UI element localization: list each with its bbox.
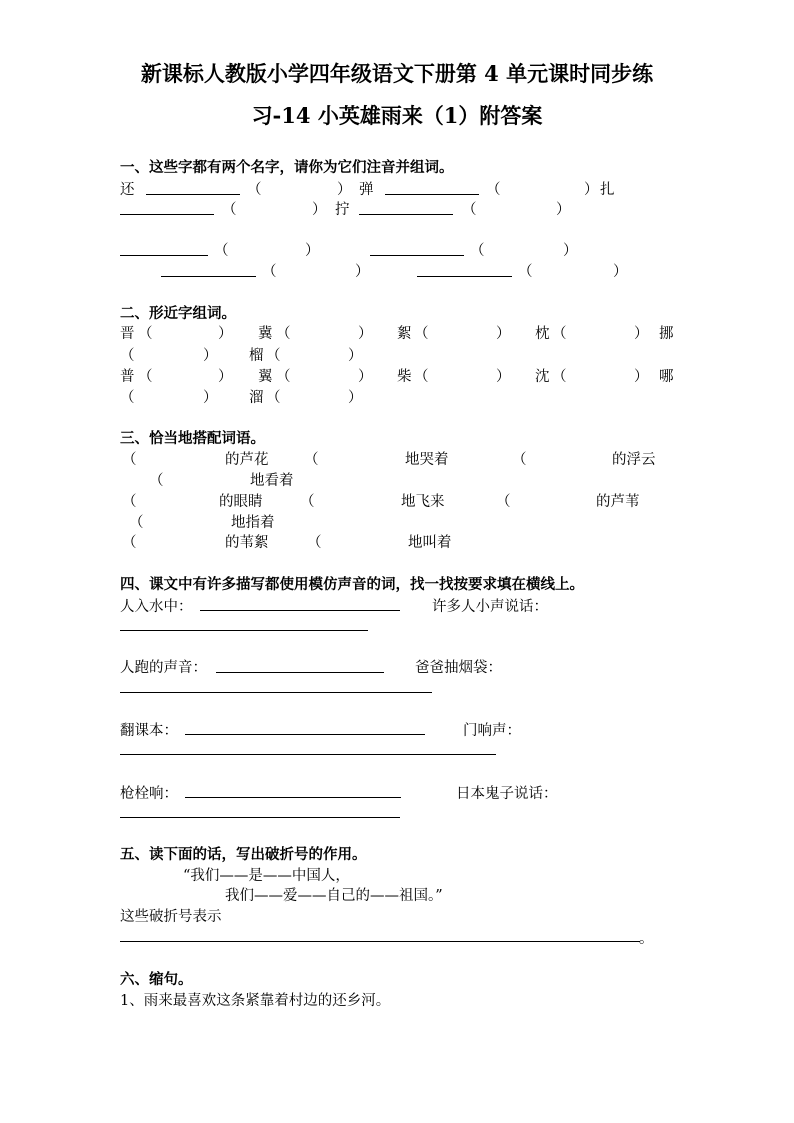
paren-open: （ bbox=[414, 326, 429, 342]
match-item: 的苇絮 bbox=[225, 535, 269, 551]
answer-line[interactable] bbox=[216, 672, 384, 673]
paren-close: ） bbox=[613, 264, 628, 280]
paren-close: ） bbox=[563, 243, 578, 259]
paren-open: （ bbox=[149, 473, 164, 489]
dash-prompt: 这些破折号表示 bbox=[120, 909, 222, 925]
match-item: 的芦花 bbox=[225, 452, 269, 468]
char-ji: 冀 bbox=[258, 326, 273, 342]
paren-open: （ bbox=[222, 202, 237, 218]
section2-heading: 二、形近字组词。 bbox=[120, 305, 236, 322]
paren-open: （ bbox=[129, 515, 144, 531]
section1-heading: 一、这些字都有两个名字，请你为它们注音并组词。 bbox=[120, 159, 454, 176]
paren-open: （ bbox=[266, 390, 281, 406]
answer-line[interactable] bbox=[120, 692, 432, 693]
paren-open: （ bbox=[276, 369, 291, 385]
char-ning: 拧 bbox=[335, 202, 350, 218]
answer-blank[interactable] bbox=[385, 194, 479, 195]
paren-open: （ bbox=[247, 182, 262, 198]
char-na: 哪 bbox=[659, 369, 674, 385]
paren-open: （ bbox=[414, 369, 429, 385]
paren-close: ） bbox=[218, 326, 233, 342]
answer-blank[interactable] bbox=[161, 276, 256, 277]
paren-close: ） bbox=[496, 326, 511, 342]
question-1: 1、雨来最喜欢这条紧靠着村边的还乡河。 bbox=[120, 993, 391, 1009]
sound-prompt: 许多人小声说话： bbox=[432, 599, 548, 615]
char-chai: 柴 bbox=[397, 369, 412, 385]
paren-open: （ bbox=[120, 390, 135, 406]
answer-line[interactable] bbox=[120, 754, 496, 755]
paren-close: ） bbox=[203, 390, 218, 406]
paren-open: （ bbox=[120, 348, 135, 364]
period: 。 bbox=[639, 931, 654, 947]
match-item: 地哭着 bbox=[405, 452, 449, 468]
char-dan: 弹 bbox=[359, 182, 374, 198]
answer-blank[interactable] bbox=[417, 276, 512, 277]
section6-heading: 六、缩句。 bbox=[120, 971, 193, 988]
match-item: 地指着 bbox=[231, 515, 275, 531]
paren-close: ） bbox=[305, 243, 320, 259]
paren-close: ） bbox=[358, 369, 373, 385]
answer-line[interactable] bbox=[120, 630, 368, 631]
paren-open: （ bbox=[276, 326, 291, 342]
paren-open: （ bbox=[462, 202, 477, 218]
paren-open: （ bbox=[122, 452, 137, 468]
section3-heading: 三、恰当地搭配词语。 bbox=[120, 430, 265, 447]
sound-prompt: 人跑的声音： bbox=[120, 660, 207, 676]
sound-prompt: 日本鬼子说话： bbox=[456, 786, 558, 802]
paren-open: （ bbox=[512, 452, 527, 468]
char-huan: 还 bbox=[120, 182, 135, 198]
sound-prompt: 爸爸抽烟袋： bbox=[415, 660, 502, 676]
page-title-line1: 新课标人教版小学四年级语文下册第 4 单元课时同步练 bbox=[140, 61, 654, 86]
paren-open: （ bbox=[262, 264, 277, 280]
match-item: 地飞来 bbox=[401, 494, 445, 510]
match-item: 地叫着 bbox=[408, 535, 452, 551]
sound-prompt: 枪栓响： bbox=[120, 786, 178, 802]
paren-close: ） bbox=[355, 264, 370, 280]
paren-open: （ bbox=[214, 243, 229, 259]
section4-heading: 四、课文中有许多描写都使用模仿声音的词，找一找按要求填在横线上。 bbox=[120, 576, 584, 593]
paren-open: （ bbox=[496, 494, 511, 510]
paren-open: （ bbox=[266, 348, 281, 364]
paren-open: （ bbox=[552, 369, 567, 385]
paren-open: （ bbox=[552, 326, 567, 342]
answer-blank[interactable] bbox=[370, 255, 464, 256]
paren-close: ） bbox=[348, 390, 363, 406]
paren-close: ） bbox=[203, 348, 218, 364]
paren-open: （ bbox=[304, 452, 319, 468]
match-item: 的眼睛 bbox=[219, 494, 263, 510]
section5-heading: 五、读下面的话，写出破折号的作用。 bbox=[120, 846, 367, 863]
paren-open: （ bbox=[300, 494, 315, 510]
answer-line[interactable] bbox=[120, 817, 400, 818]
paren-close: ） bbox=[634, 326, 649, 342]
char-zha: 扎 bbox=[600, 182, 615, 198]
paren-open: （ bbox=[518, 264, 533, 280]
paren-close: ） bbox=[496, 369, 511, 385]
answer-blank[interactable] bbox=[146, 194, 240, 195]
page-title-line2: 习-14 小英雄雨来（1）附答案 bbox=[251, 103, 543, 128]
sound-prompt: 门响声： bbox=[463, 723, 521, 739]
answer-line[interactable] bbox=[200, 610, 400, 611]
char-liu2: 溜 bbox=[249, 390, 264, 406]
char-pu: 普 bbox=[120, 369, 135, 385]
paren-open: （ bbox=[470, 243, 485, 259]
answer-blank[interactable] bbox=[120, 214, 214, 215]
paren-close: ） bbox=[312, 202, 327, 218]
paren-open: （ bbox=[122, 535, 137, 551]
paren-close: ） bbox=[584, 182, 599, 198]
paren-close: ） bbox=[358, 326, 373, 342]
char-nuo: 挪 bbox=[659, 326, 674, 342]
answer-line[interactable] bbox=[185, 797, 401, 798]
char-liu: 榴 bbox=[249, 348, 264, 364]
char-zhen: 枕 bbox=[535, 326, 550, 342]
match-item: 的浮云 bbox=[612, 452, 656, 468]
answer-blank[interactable] bbox=[359, 214, 453, 215]
sound-prompt: 翻课本： bbox=[120, 723, 178, 739]
answer-blank[interactable] bbox=[120, 255, 208, 256]
match-item: 的芦苇 bbox=[596, 494, 640, 510]
paren-close: ） bbox=[556, 202, 571, 218]
paren-close: ） bbox=[218, 369, 233, 385]
quote-line1: “我们——是——中国人， bbox=[183, 868, 350, 884]
paren-close: ） bbox=[348, 348, 363, 364]
sound-prompt: 人入水中： bbox=[120, 599, 193, 615]
match-item: 地看着 bbox=[250, 473, 294, 489]
paren-open: （ bbox=[122, 494, 137, 510]
paren-open: （ bbox=[138, 326, 153, 342]
char-xu: 絮 bbox=[397, 326, 412, 342]
paren-close: ） bbox=[337, 182, 352, 198]
char-shen: 沈 bbox=[535, 369, 550, 385]
quote-line2: 我们——爱——自己的——祖国。” bbox=[225, 888, 443, 904]
answer-line[interactable] bbox=[185, 734, 425, 735]
paren-open: （ bbox=[486, 182, 501, 198]
answer-line[interactable] bbox=[120, 941, 640, 942]
paren-close: ） bbox=[634, 369, 649, 385]
char-jin: 晋 bbox=[120, 326, 135, 342]
paren-open: （ bbox=[307, 535, 322, 551]
char-yi: 翼 bbox=[258, 369, 273, 385]
paren-open: （ bbox=[138, 369, 153, 385]
